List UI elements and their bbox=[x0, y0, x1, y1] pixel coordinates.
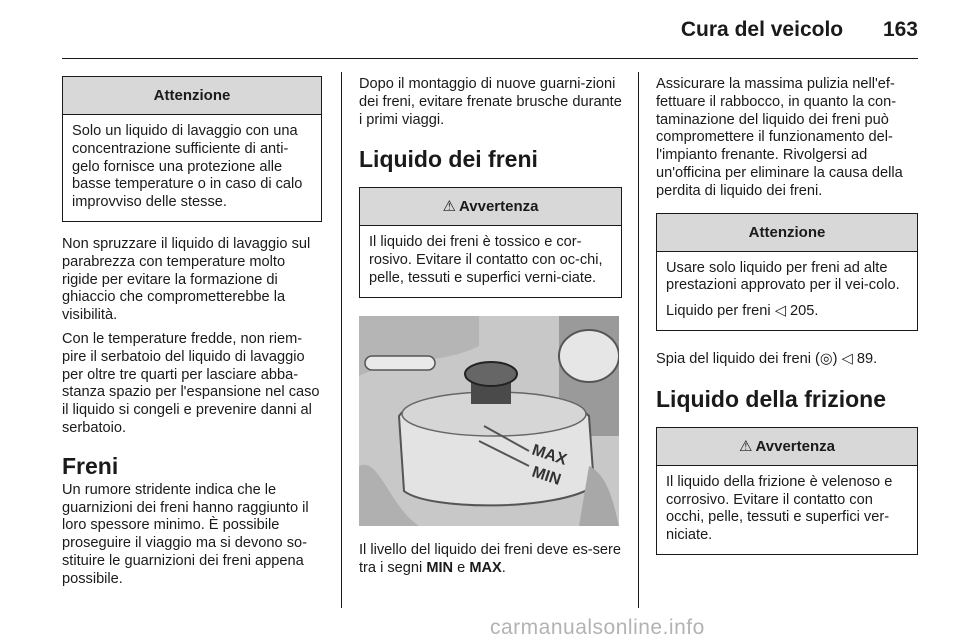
brake-reservoir-photo bbox=[359, 316, 619, 526]
warning-title-clutch: ⚠ Avvertenza bbox=[657, 428, 917, 466]
column-1 bbox=[62, 76, 322, 589]
paragraph-new-pads: Dopo il montaggio di nuove guarni-zioni dei freni, evitare frenate brusche durante i primi viaggi. bbox=[359, 76, 622, 128]
paragraph-cold: Con le temperature fredde, non riem-pire il serbatoio del liquido di lavaggio per oltre tre quarti per lasciare abba-stanza spazio per l'espansione nel caso il liquido si congeli e prevenire danni al serbatoio. bbox=[62, 330, 320, 436]
paragraph-warning-light: Spia del liquido dei freni (◎) ◁ 89. bbox=[656, 350, 878, 367]
chapter-title: Cura del veicolo bbox=[680, 18, 844, 41]
attention-reference: Liquido per freni ◁ 205. bbox=[666, 303, 819, 320]
column-3 bbox=[656, 76, 918, 555]
column-divider-2 bbox=[638, 72, 639, 608]
attention-title-brake: Attenzione bbox=[657, 214, 917, 252]
paragraph-brakes: Un rumore stridente indica che le guarnizioni dei freni hanno raggiunto il loro spessore minimo. È possibile proseguire il viaggio ma si devono so-stituire le guarnizioni dei freni appena possibile. bbox=[62, 481, 309, 587]
brake-warning-light-icon: (◎) bbox=[815, 350, 838, 367]
attention-text: Solo un liquido di lavaggio con una concentrazione sufficiente di anti-gelo fornisce una protezione alle basse temperature o in caso di calo improvviso delle stesse. bbox=[72, 123, 303, 211]
watermark: carmanualsonline.info bbox=[490, 616, 705, 639]
attention-text-brake: Usare solo liquido per freni ad alte prestazioni approvato per il vei-colo. bbox=[666, 259, 900, 294]
column-2 bbox=[359, 76, 622, 577]
page-ref-icon: ◁ bbox=[774, 303, 790, 320]
warning-title: ⚠ Avvertenza bbox=[360, 188, 621, 226]
paragraph-level: Il livello del liquido dei freni deve es-sere tra i segni MIN e MAX. bbox=[359, 541, 622, 576]
reservoir-illustration bbox=[359, 316, 619, 526]
photo-min-label: MIN bbox=[529, 463, 563, 489]
heading-liquido-freni: Liquido dei freni bbox=[359, 146, 538, 173]
warning-text-clutch: Il liquido della frizione è velenoso e corrosivo. Evitare il contatto con occhi, pelle, tessuti e superfici ver-niciate. bbox=[666, 473, 893, 544]
column-divider-1 bbox=[341, 72, 342, 608]
page-ref-icon: ◁ bbox=[841, 350, 857, 367]
heading-freni: Freni bbox=[62, 452, 119, 479]
warning-text: Il liquido dei freni è tossico e cor-rosivo. Evitare il contatto con oc-chi, pelle, tessuti e superfici verni-ciate. bbox=[369, 234, 603, 286]
warning-box-clutch bbox=[656, 427, 918, 555]
warning-triangle-icon: ⚠ bbox=[739, 437, 753, 455]
paragraph-spray: Non spruzzare il liquido di lavaggio sul parabrezza con temperature molto rigide per evitare la formazione di ghiaccio che comprometterebbe la visibilità. bbox=[62, 235, 311, 324]
header-rule bbox=[62, 58, 918, 59]
warning-box-brake-fluid bbox=[359, 187, 622, 297]
page-number: 163 bbox=[882, 18, 918, 41]
heading-liquido-frizione: Liquido della frizione bbox=[656, 385, 886, 412]
attention-box-brake bbox=[656, 213, 918, 331]
paragraph-cleanliness: Assicurare la massima pulizia nell'ef-fettuare il rabbocco, in quanto la con-taminazione del liquido dei freni può compromettere il funzionamento del-l'impianto frenante. Rivolgersi ad un'officina per eliminare la causa della perdita di liquido dei freni. bbox=[656, 76, 903, 199]
attention-title: Attenzione bbox=[63, 77, 321, 115]
photo-max-label: MAX bbox=[529, 441, 569, 469]
warning-triangle-icon: ⚠ bbox=[442, 198, 456, 216]
page-header bbox=[681, 18, 918, 42]
attention-box bbox=[62, 76, 322, 222]
